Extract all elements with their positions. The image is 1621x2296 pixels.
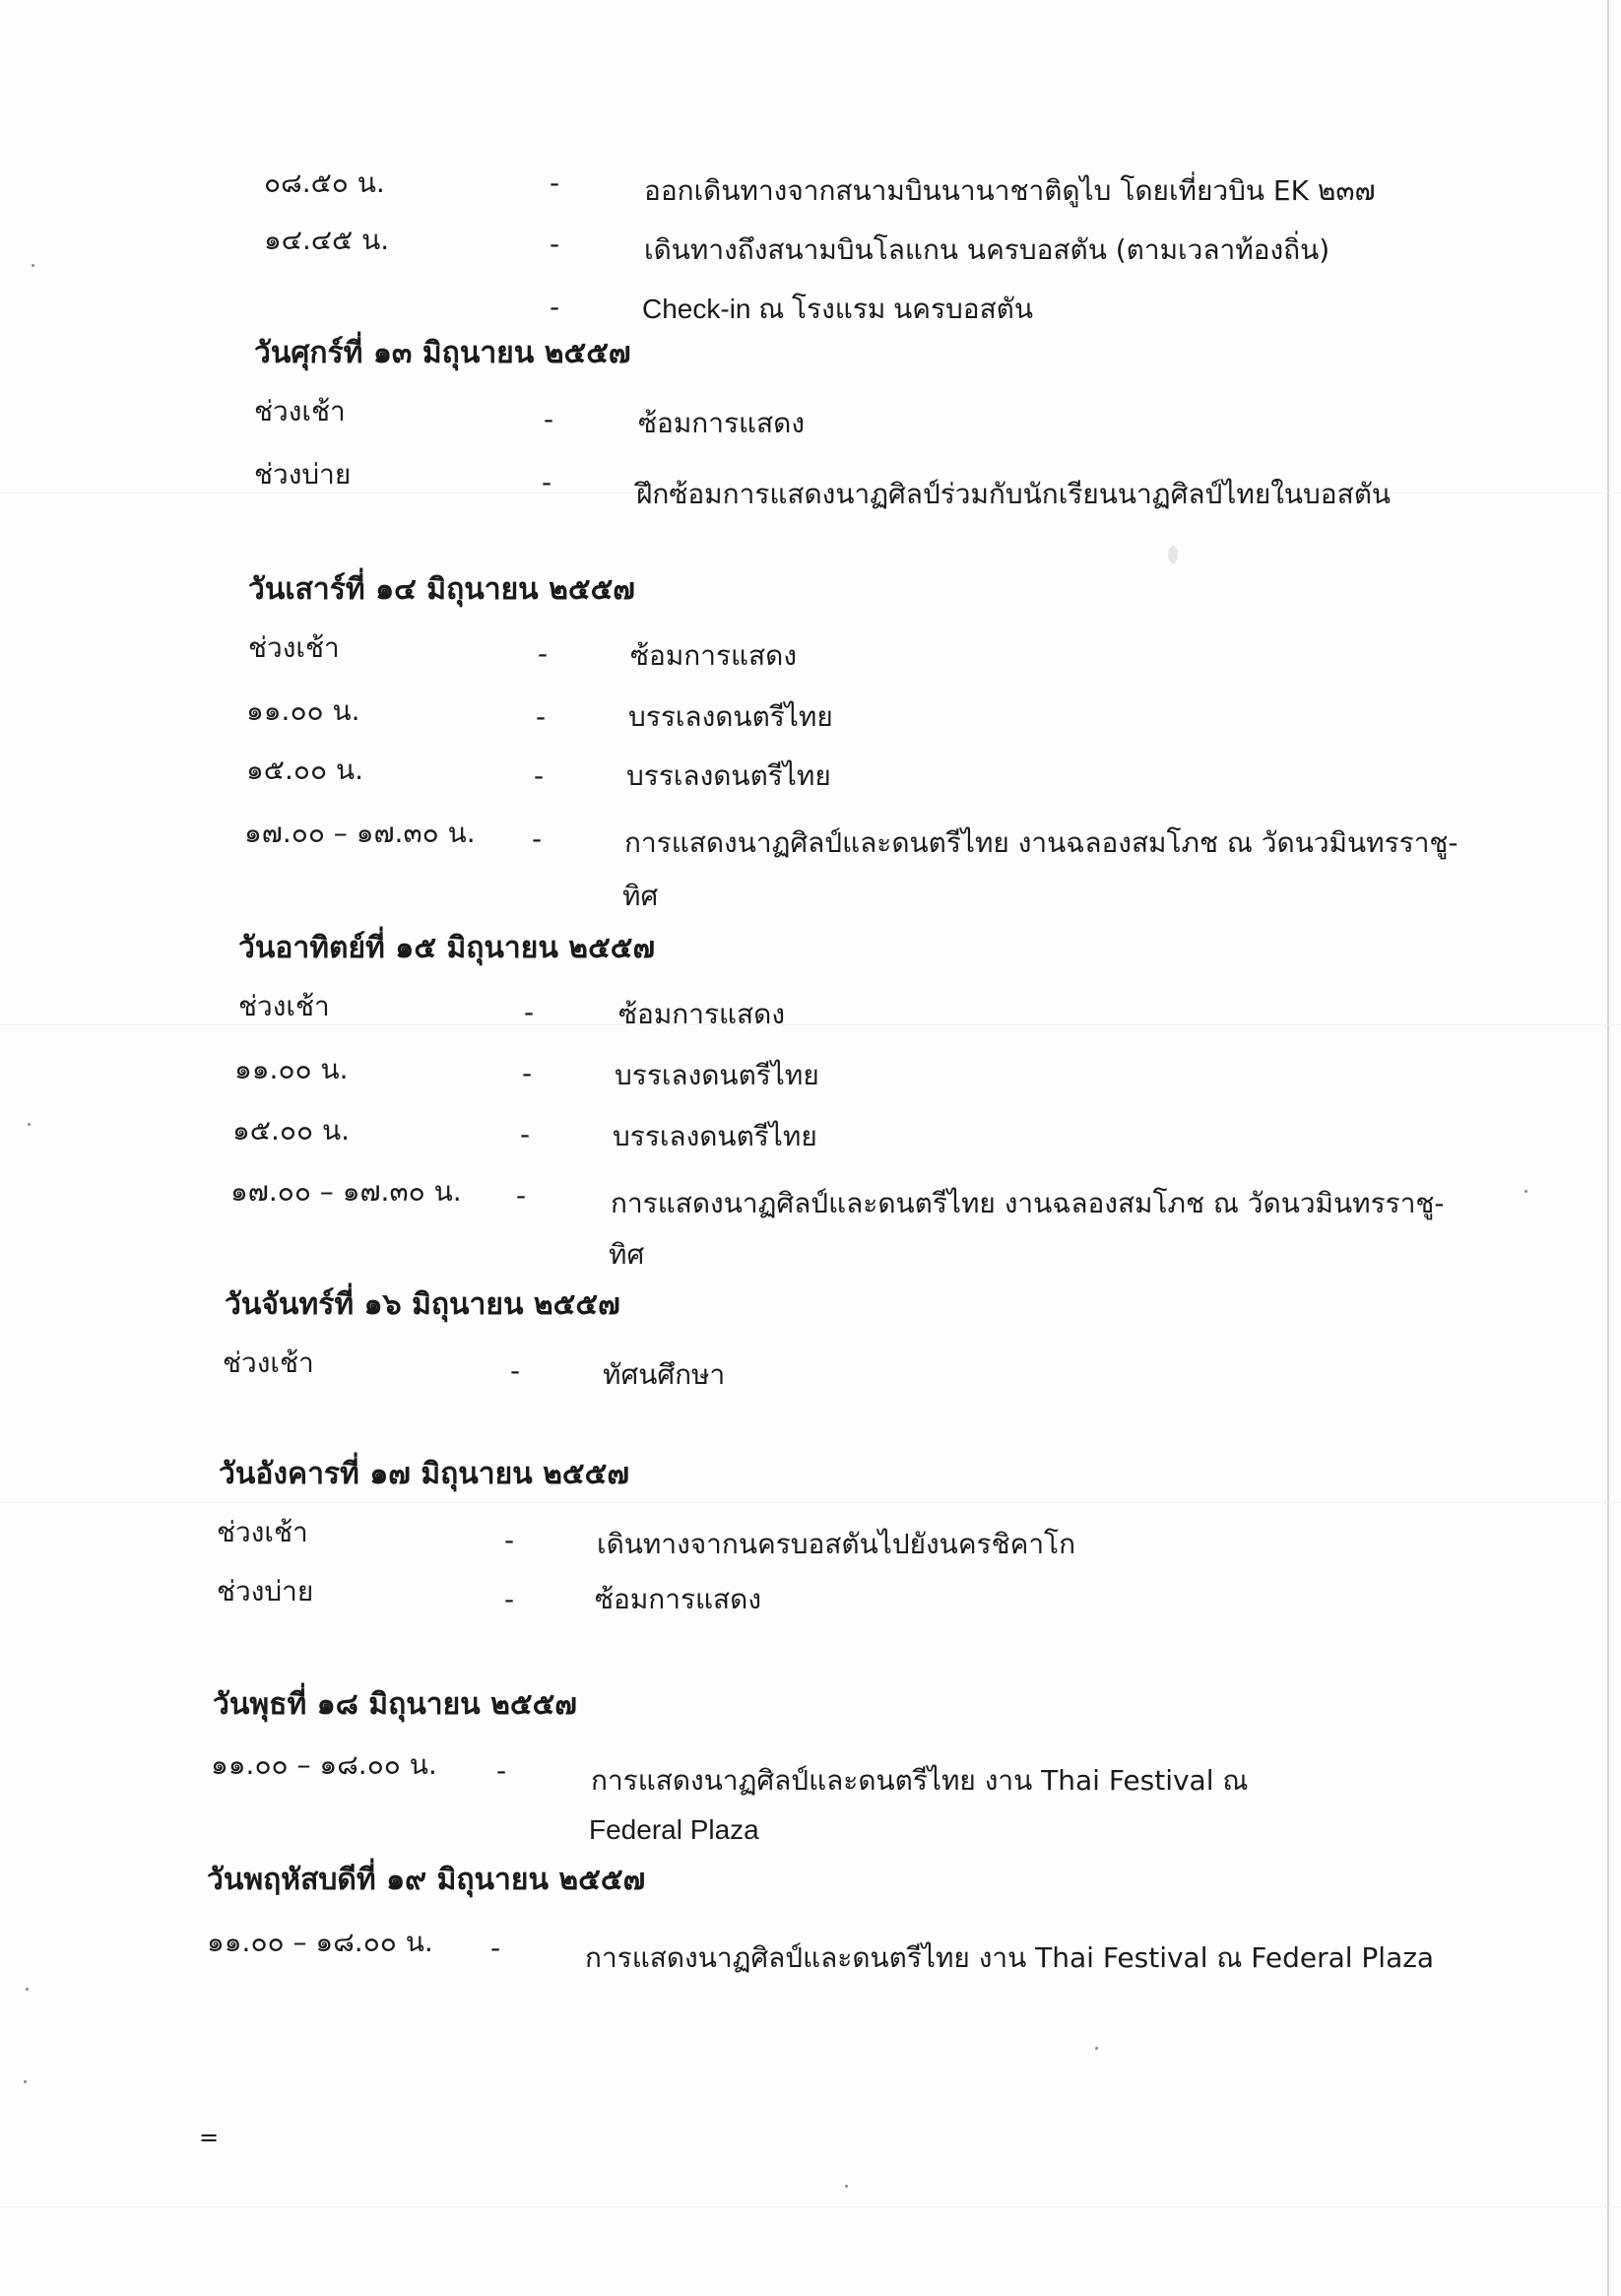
schedule-dash: - [544, 403, 554, 435]
schedule-text: การแสดงนาฏศิลป์และดนตรีไทย งาน Thai Festival ณ [591, 1764, 1249, 1797]
schedule-time: ๑๑.๐๐ น. [246, 694, 360, 727]
schedule-time: ช่วงเช้า [248, 631, 340, 664]
schedule-text: ซ้อมการแสดง [618, 998, 785, 1030]
schedule-dash: - [504, 1583, 515, 1615]
schedule-time: ๑๕.๐๐ น. [246, 754, 363, 786]
schedule-dash: - [510, 1354, 521, 1387]
schedule-time: ๑๑.๐๐ – ๑๘.๐๐ น. [211, 1748, 437, 1781]
scan-rule [0, 1502, 1621, 1503]
schedule-dash: - [542, 466, 552, 498]
schedule-text: เดินทางจากนครบอสตันไปยังนครชิคาโก [597, 1528, 1076, 1560]
schedule-dash: - [534, 759, 545, 792]
schedule-dash: - [522, 1057, 533, 1089]
schedule-dash: - [550, 228, 560, 260]
schedule-dash: - [516, 1179, 527, 1212]
schedule-text: บรรเลงดนตรีไทย [615, 1059, 819, 1091]
schedule-time: ช่วงเช้า [238, 990, 330, 1022]
schedule-dash: - [504, 1524, 515, 1556]
schedule-text-continued: ทิศ [609, 1238, 645, 1271]
scan-speck [32, 264, 34, 267]
footer-mark: = [199, 2124, 220, 2151]
schedule-time: ๑๑.๐๐ – ๑๘.๐๐ น. [207, 1926, 433, 1958]
scan-rule [0, 2206, 1621, 2207]
schedule-time: ๑๔.๔๕ น. [264, 224, 390, 256]
scan-rule [0, 1024, 1621, 1025]
scan-smudge [1168, 546, 1178, 563]
scan-speck [26, 1988, 29, 1991]
day-heading: วันพฤหัสบดีที่ ๑๙ มิถุนายน ๒๕๕๗ [207, 1863, 646, 1897]
schedule-text: บรรเลงดนตรีไทย [626, 759, 831, 792]
schedule-text: ออกเดินทางจากสนามบินนานาชาติดูไบ โดยเที่ยวบิน EK ๒๓๗ [644, 174, 1376, 207]
scan-speck [1524, 1190, 1527, 1193]
scan-speck [845, 2185, 848, 2188]
scan-speck [24, 2080, 27, 2083]
schedule-dash: - [550, 166, 560, 199]
schedule-text: บรรเลงดนตรีไทย [628, 700, 833, 733]
schedule-text-continued: ทิศ [622, 880, 659, 912]
schedule-text: การแสดงนาฏศิลป์และดนตรีไทย งานฉลองสมโภช ณ วัดนวมินทรราชู- [611, 1187, 1445, 1219]
schedule-text: Check-in ณ โรงแรม นครบอสตัน [642, 294, 1034, 324]
schedule-text: ซ้อมการแสดง [595, 1583, 761, 1615]
day-heading: วันอาทิตย์ที่ ๑๕ มิถุนายน ๒๕๕๗ [238, 931, 656, 965]
schedule-dash: - [532, 822, 543, 855]
schedule-dash: - [538, 637, 549, 670]
schedule-dash: - [496, 1754, 507, 1787]
schedule-text: ซ้อมการแสดง [638, 407, 805, 439]
schedule-text: ซ้อมการแสดง [630, 639, 797, 672]
schedule-time: ๑๗.๐๐ – ๑๗.๓๐ น. [230, 1175, 462, 1208]
schedule-text: ทัศนศึกษา [603, 1358, 726, 1391]
schedule-text: การแสดงนาฏศิลป์และดนตรีไทย งาน Thai Festival ณ Federal Plaza [585, 1941, 1435, 1974]
day-heading: วันพุธที่ ๑๘ มิถุนายน ๒๕๕๗ [213, 1687, 577, 1722]
schedule-time: ช่วงเช้า [223, 1346, 314, 1379]
schedule-dash: - [524, 996, 535, 1028]
schedule-dash: - [536, 700, 547, 733]
day-heading: วันจันทร์ที่ ๑๖ มิถุนายน ๒๕๕๗ [225, 1287, 620, 1322]
schedule-time: ช่วงบ่าย [217, 1575, 314, 1607]
scan-edge [1607, 0, 1609, 2296]
scan-speck [1095, 2047, 1098, 2050]
schedule-time: ๑๗.๐๐ – ๑๗.๓๐ น. [244, 817, 476, 849]
day-heading: วันศุกร์ที่ ๑๓ มิถุนายน ๒๕๕๗ [254, 336, 631, 370]
schedule-time: ช่วงบ่าย [254, 458, 352, 491]
schedule-time: ช่วงเช้า [254, 395, 346, 427]
schedule-text: บรรเลงดนตรีไทย [613, 1120, 817, 1152]
day-heading: วันอังคารที่ ๑๗ มิถุนายน ๒๕๕๗ [219, 1457, 629, 1491]
schedule-text: ฝึกซ้อมการแสดงนาฏศิลป์ร่วมกับนักเรียนนาฏศิลป์ไทยในบอสตัน [636, 478, 1392, 510]
schedule-time: ๐๘.๕๐ น. [264, 166, 385, 199]
schedule-text: การแสดงนาฏศิลป์และดนตรีไทย งานฉลองสมโภช ณ วัดนวมินทรราชู- [624, 826, 1459, 859]
schedule-dash: - [520, 1118, 531, 1150]
schedule-dash: - [550, 291, 560, 323]
schedule-dash: - [490, 1932, 501, 1964]
schedule-text-continued: Federal Plaza [589, 1814, 759, 1845]
schedule-time: ๑๑.๐๐ น. [234, 1053, 349, 1085]
scan-speck [28, 1123, 31, 1126]
day-heading: วันเสาร์ที่ ๑๔ มิถุนายน ๒๕๕๗ [248, 572, 635, 607]
schedule-text: เดินทางถึงสนามบินโลแกน นครบอสตัน (ตามเวลาท้องถิ่น) [644, 233, 1330, 266]
schedule-time: ๑๕.๐๐ น. [232, 1114, 350, 1147]
schedule-time: ช่วงเช้า [217, 1516, 308, 1548]
